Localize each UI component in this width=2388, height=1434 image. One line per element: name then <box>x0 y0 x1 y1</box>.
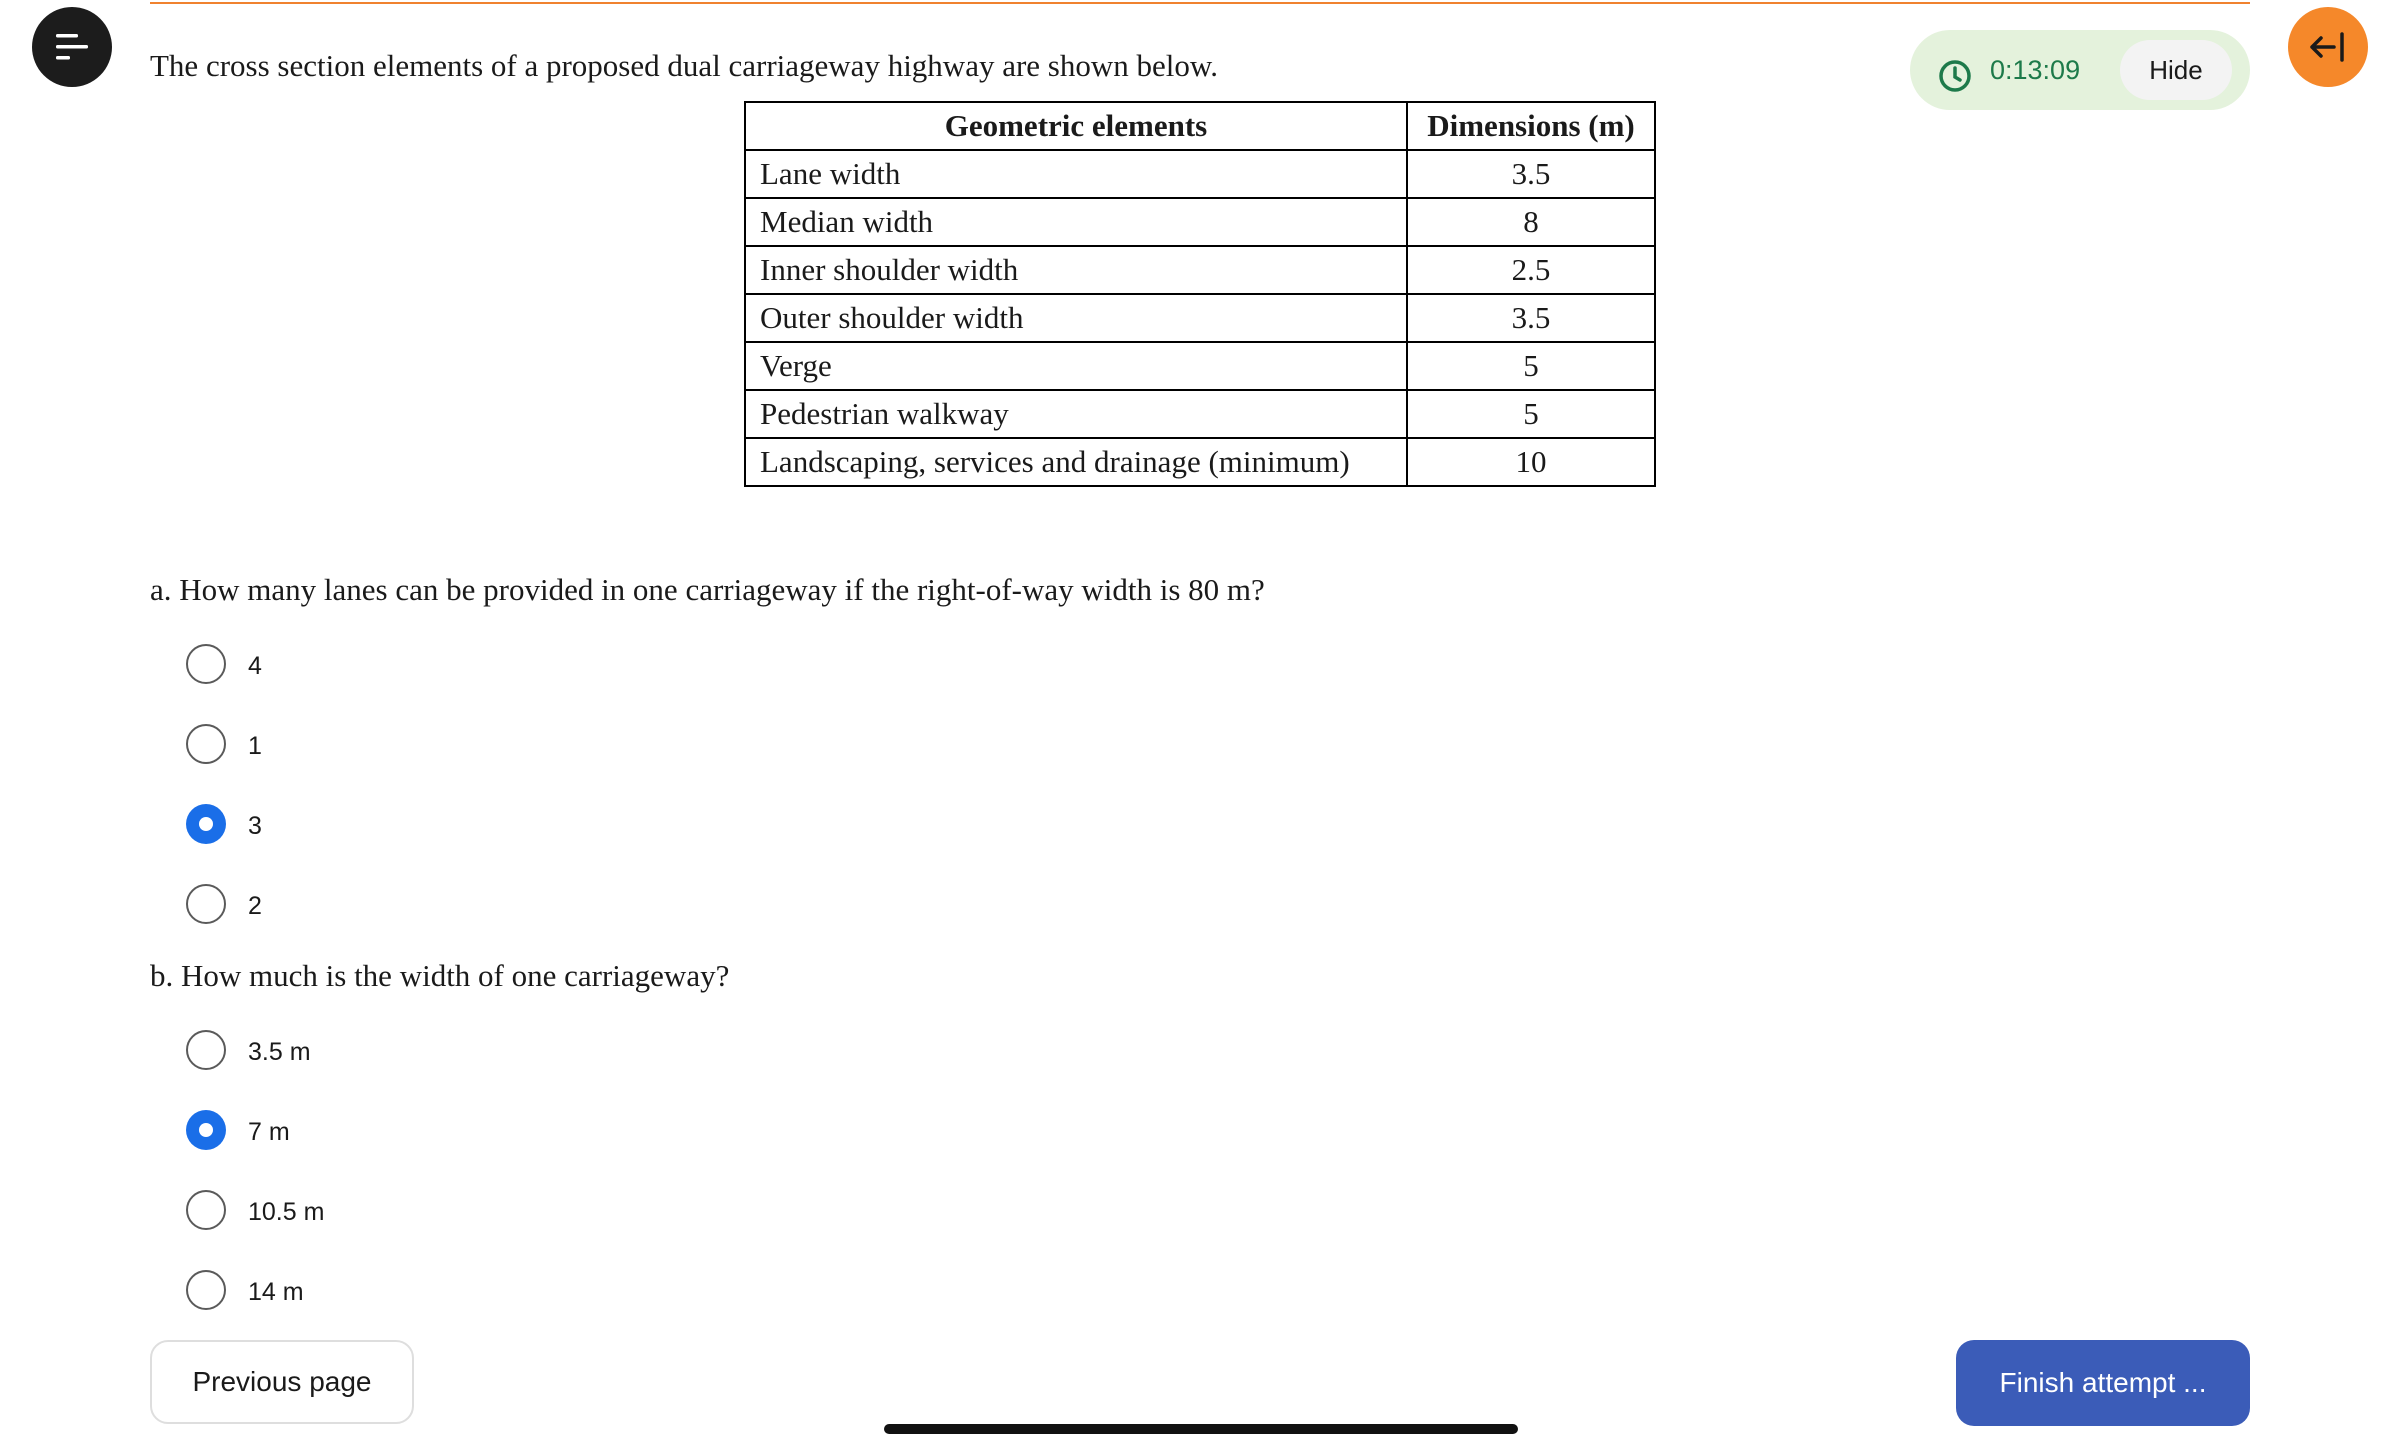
arrow-left-to-bar-icon <box>2310 31 2346 63</box>
table-row <box>745 294 1655 342</box>
element-cell: Verge <box>745 342 1407 390</box>
top-divider <box>150 2 2250 4</box>
option-label: 7 m <box>248 1118 290 1146</box>
radio-button[interactable] <box>186 1190 226 1230</box>
option-label: 10.5 m <box>248 1198 325 1226</box>
table-header-row <box>745 102 1655 150</box>
timer <box>1910 30 2250 110</box>
element-cell: Outer shoulder width <box>745 294 1407 342</box>
table-row <box>745 246 1655 294</box>
radio-button[interactable] <box>186 724 226 764</box>
radio-button[interactable] <box>186 884 226 924</box>
previous-page-button[interactable]: Previous page <box>150 1340 414 1424</box>
dimension-cell: 10 <box>1407 438 1655 486</box>
table-row <box>745 150 1655 198</box>
timer-value: 0:13:09 <box>1990 55 2081 85</box>
table-row <box>745 198 1655 246</box>
dimensions-table <box>744 101 1656 487</box>
element-cell: Pedestrian walkway <box>745 390 1407 438</box>
option-label: 4 <box>248 652 262 680</box>
table-row <box>745 390 1655 438</box>
element-cell: Lane width <box>745 150 1407 198</box>
question-b-text: b. How much is the width of one carriageway? <box>150 958 730 993</box>
element-cell: Inner shoulder width <box>745 246 1407 294</box>
table-row <box>745 438 1655 486</box>
dimension-cell: 2.5 <box>1407 246 1655 294</box>
element-cell: Median width <box>745 198 1407 246</box>
home-indicator[interactable] <box>884 1424 1518 1434</box>
clock-icon <box>1938 59 1972 93</box>
column-header-dimensions: Dimensions (m) <box>1407 102 1655 150</box>
dimension-cell: 3.5 <box>1407 150 1655 198</box>
dimension-cell: 8 <box>1407 198 1655 246</box>
dimension-cell: 5 <box>1407 390 1655 438</box>
radio-button[interactable] <box>186 1270 226 1310</box>
radio-button-selected[interactable] <box>186 804 226 844</box>
radio-button-selected[interactable] <box>186 1110 226 1150</box>
radio-button[interactable] <box>186 644 226 684</box>
column-header-elements: Geometric elements <box>745 102 1407 150</box>
dimension-cell: 3.5 <box>1407 294 1655 342</box>
table-row <box>745 342 1655 390</box>
radio-button[interactable] <box>186 1030 226 1070</box>
dimension-cell: 5 <box>1407 342 1655 390</box>
option-label: 2 <box>248 892 262 920</box>
option-label: 1 <box>248 732 262 760</box>
finish-attempt-button[interactable]: Finish attempt ... <box>1956 1340 2250 1426</box>
question-a-text: a. How many lanes can be provided in one carriageway if the right-of-way width is 80 m? <box>150 572 1265 607</box>
element-cell: Landscaping, services and drainage (minimum) <box>745 438 1407 486</box>
close-drawer-button[interactable] <box>2288 7 2368 87</box>
option-label: 3.5 m <box>248 1038 311 1066</box>
option-label: 3 <box>248 812 262 840</box>
menu-icon <box>56 34 88 60</box>
menu-button[interactable] <box>32 7 112 87</box>
option-label: 14 m <box>248 1278 304 1306</box>
hide-timer-button[interactable]: Hide <box>2120 40 2232 100</box>
question-intro: The cross section elements of a proposed dual carriageway highway are shown below. <box>150 48 1218 83</box>
